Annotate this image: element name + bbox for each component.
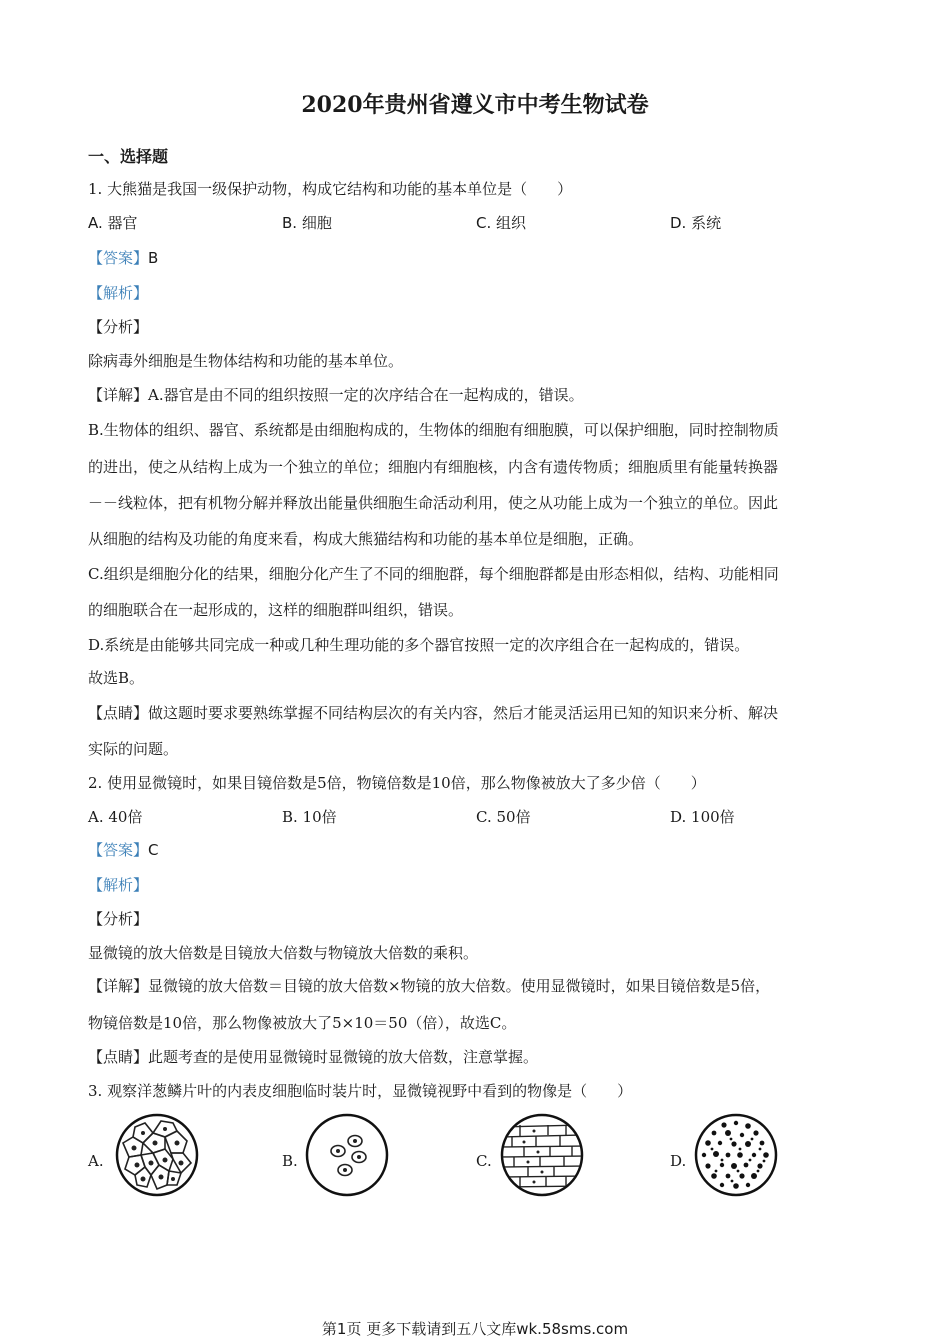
q2-option-c: C. 50倍 <box>476 808 531 826</box>
q2-option-a: A. 40倍 <box>88 808 143 826</box>
q2-option-b: B. 10倍 <box>282 808 337 826</box>
q1-dianjing-line: 【点睛】做这题时要求要熟练掌握不同结构层次的有关内容，然后才能灵活运用已知的知识来分析、解决 <box>88 704 779 722</box>
q2-analysis-tag: 【解析】 <box>88 876 149 894</box>
q1-detail-line: 【详解】A.器官是由不同的组织按照一定的次序结合在一起构成的，错误。 <box>88 386 584 404</box>
section-heading: 一、选择题 <box>88 147 169 166</box>
q3-option-d-label: D. <box>670 1152 687 1170</box>
answer-value: B <box>148 249 159 267</box>
answer-value: C <box>148 841 159 859</box>
page-title: 2020年贵州省遵义市中考生物试卷 <box>301 92 649 118</box>
cell-image-d <box>694 1113 778 1197</box>
q2-answer <box>88 839 159 860</box>
q1-answer <box>88 247 158 268</box>
q2-detail-line: 物镜倍数是10倍，那么物像被放大了5×10＝50（倍），故选C。 <box>88 1014 517 1032</box>
q2-fenxi-text: 显微镜的放大倍数是目镜放大倍数与物镜放大倍数的乘积。 <box>88 944 479 962</box>
answer-tag: 【答案】 <box>88 249 149 267</box>
q2-fenxi-tag: 【分析】 <box>88 910 149 928</box>
q1-detail-line: －－线粒体，把有机物分解并释放出能量供细胞生命活动利用，使之从功能上成为一个独立的单位。因此 <box>88 494 779 512</box>
cell-image-a <box>115 1113 199 1197</box>
answer-tag: 【答案】 <box>88 841 149 859</box>
q1-analysis-tag: 【解析】 <box>88 284 149 302</box>
q1-detail-line: C.组织是细胞分化的结果，细胞分化产生了不同的细胞群，每个细胞群都是由形态相似，结构、功能相同 <box>88 565 779 583</box>
q1-option-d: D. 系统 <box>670 214 722 232</box>
q3-stem: 3. 观察洋葱鳞片叶的内表皮细胞临时装片时，显微镜视野中看到的物像是（ ） <box>88 1082 633 1100</box>
q1-stem: 1. 大熊猫是我国一级保护动物，构成它结构和功能的基本单位是（ ） <box>88 180 573 198</box>
cell-image-c <box>500 1113 584 1197</box>
q3-option-a-label: A. <box>88 1152 104 1170</box>
q1-detail-line: 的细胞联合在一起形成的，这样的细胞群叫组织，错误。 <box>88 601 464 619</box>
q2-dianjing-line: 【点睛】此题考查的是使用显微镜时显微镜的放大倍数，注意掌握。 <box>88 1048 539 1066</box>
q3-option-b-label: B. <box>282 1152 298 1170</box>
q1-detail-line: D.系统是由能够共同完成一种或几种生理功能的多个器官按照一定的次序组合在一起构成的，错误。 <box>88 636 750 654</box>
q1-detail-line: 的进出，使之从结构上成为一个独立的单位；细胞内有细胞核，内含有遗传物质；细胞质里有能量转换器 <box>88 458 779 476</box>
page-footer: 第1页 更多下载请到五八文库wk.58sms.com <box>321 1320 629 1338</box>
q1-detail-line: B.生物体的组织、器官、系统都是由细胞构成的，生物体的细胞有细胞膜，可以保护细胞，同时控制物质 <box>88 421 779 439</box>
q1-option-c: C. 组织 <box>476 214 527 232</box>
q1-dianjing-line: 实际的问题。 <box>88 740 179 758</box>
q1-fenxi-text: 除病毒外细胞是生物体结构和功能的基本单位。 <box>88 352 404 370</box>
q2-detail-line: 【详解】显微镜的放大倍数＝目镜的放大倍数×物镜的放大倍数。使用显微镜时，如果目镜倍数是5倍， <box>88 977 771 995</box>
q1-fenxi-tag: 【分析】 <box>88 318 149 336</box>
q1-option-a: A. 器官 <box>88 214 138 232</box>
q3-option-c-label: C. <box>476 1152 492 1170</box>
q1-detail-line: 故选B。 <box>88 669 145 687</box>
q2-stem: 2. 使用显微镜时，如果目镜倍数是5倍，物镜倍数是10倍，那么物像被放大了多少倍（ ） <box>88 774 706 792</box>
q1-detail-line: 从细胞的结构及功能的角度来看，构成大熊猫结构和功能的基本单位是细胞，正确。 <box>88 530 644 548</box>
q2-option-d: D. 100倍 <box>670 808 735 826</box>
q1-option-b: B. 细胞 <box>282 214 332 232</box>
cell-image-b <box>305 1113 389 1197</box>
